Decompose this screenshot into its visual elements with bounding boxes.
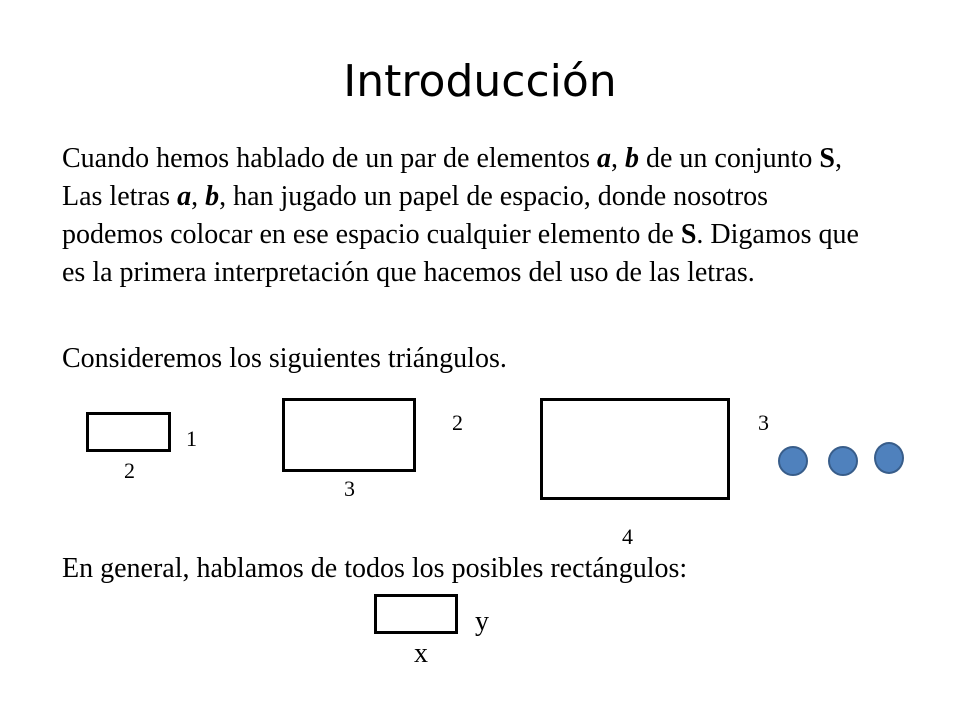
rectangle-medium	[282, 398, 416, 472]
rectangle-medium-height-label: 2	[452, 410, 463, 435]
ellipsis-dot	[874, 442, 904, 474]
rectangle-small-height-label: 1	[186, 426, 197, 451]
intro-text-3: , Las letras	[62, 143, 842, 212]
intro-comma-2: ,	[191, 181, 206, 212]
intro-text-2: de un conjunto	[638, 143, 820, 174]
rectangle-general	[374, 594, 458, 634]
rectangle-general-height-label: y	[475, 606, 489, 637]
set-s: S	[819, 143, 835, 174]
consider-text: Consideremos los siguientes triángulos.	[62, 343, 507, 374]
rectangle-medium-width-label: 3	[344, 476, 355, 501]
set-s-second: S	[680, 219, 697, 250]
rectangle-small	[86, 412, 171, 452]
rectangle-general-width-label: x	[414, 638, 428, 669]
intro-text-4: , han jugado un papel de espacio, donde nosotros podemos colocar en ese espacio cualquier elemento de	[62, 181, 769, 250]
variable-a: a	[596, 143, 611, 174]
intro-text-5: . Digamos que es la primera interpretación que hacemos del uso de las letras.	[62, 219, 859, 288]
variable-a-second: a	[177, 181, 192, 212]
rectangle-large	[540, 398, 730, 500]
rectangle-large-width-label: 4	[622, 524, 633, 549]
rectangle-large-height-label: 3	[758, 410, 769, 435]
intro-paragraph	[62, 140, 862, 292]
ellipsis-dot	[778, 446, 808, 476]
intro-text-1: Cuando hemos hablado de un par de elementos	[62, 143, 597, 174]
ellipsis-dot	[828, 446, 858, 476]
intro-comma-1: ,	[610, 143, 625, 174]
rectangle-small-width-label: 2	[124, 458, 135, 483]
slide-title: Introducción	[343, 56, 617, 107]
general-text: En general, hablamos de todos los posibles rectángulos:	[62, 553, 688, 584]
variable-b-second: b	[205, 181, 220, 212]
variable-b: b	[624, 143, 639, 174]
